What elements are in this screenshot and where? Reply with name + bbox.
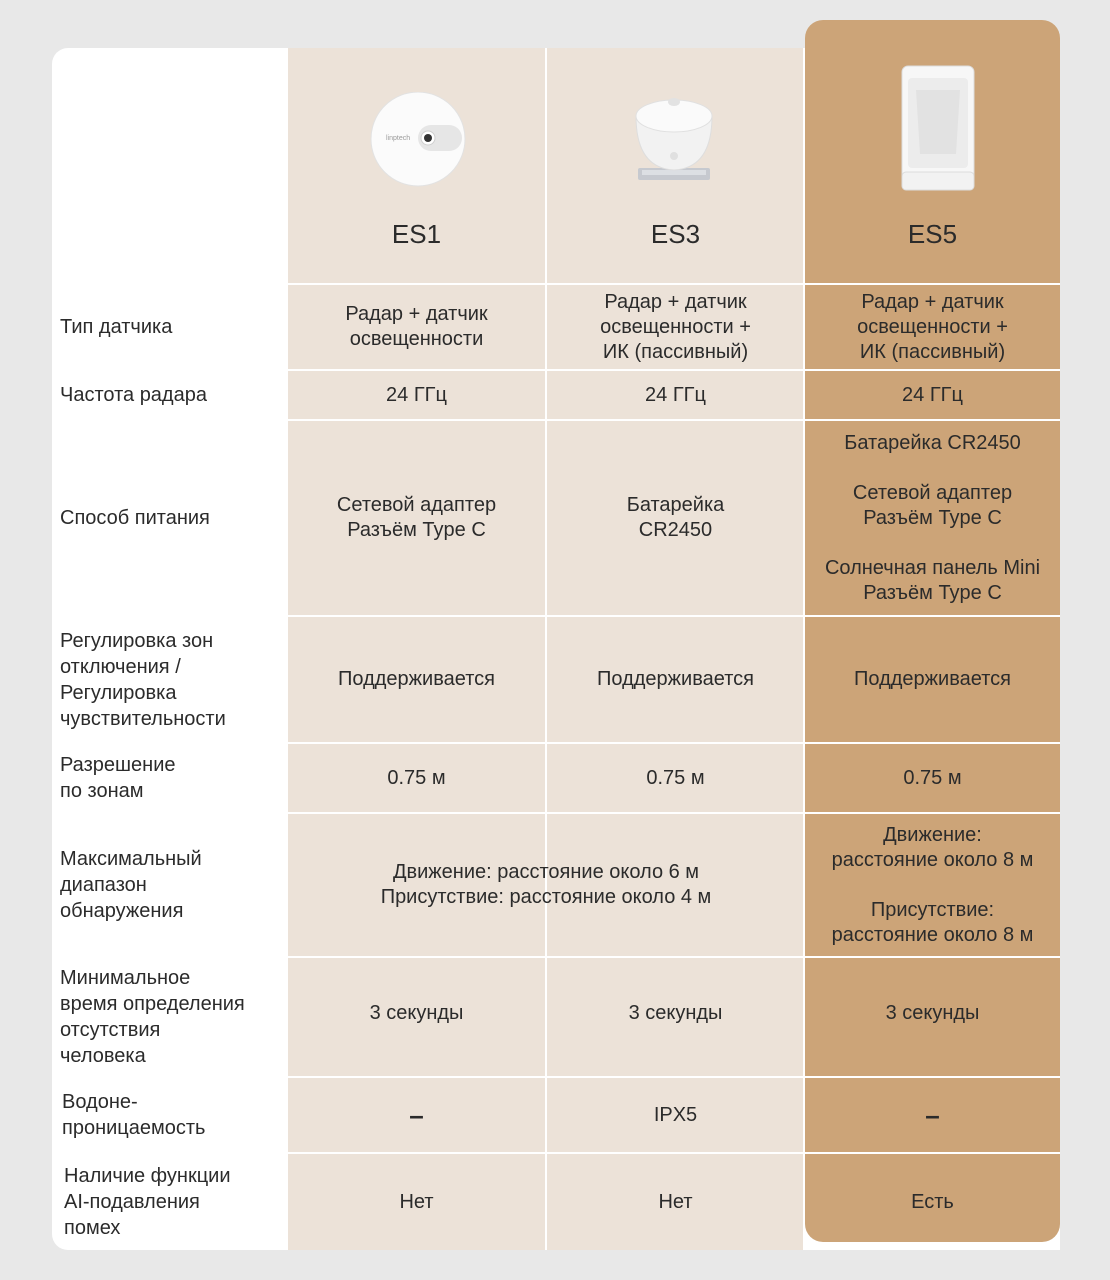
cell-es5-power: Батарейка CR2450 Сетевой адаптер Разъём Type C Солнечная панель Mini Разъём Type C: [824, 431, 1041, 604]
row-label-absence-time: Минимальное время определения отсутствия человека: [60, 967, 245, 1067]
pir-radar-sensor-image: [898, 64, 978, 194]
cell-es1-es3-range: Движение: расстояние около 6 м Присутствие: расстояние около 4 м: [380, 861, 712, 908]
cell-es1-sensor-type: Радар + датчик освещенности: [345, 303, 488, 350]
cell-es3-waterproof: IPX5: [653, 1103, 698, 1126]
row-label-radar-frequency: Частота радара: [60, 384, 207, 406]
cell-es5-resolution: 0.75 м: [903, 766, 962, 789]
row-label-zones: Регулировка зон отключения / Регулировка чувствительности: [60, 629, 226, 730]
cell-es5-radar-frequency: 24 ГГц: [902, 383, 963, 406]
row-label-range: Максимальный диапазон обнаружения: [60, 848, 202, 922]
row-label-ai-suppression: Наличие функции AI-подавления помех: [64, 1165, 231, 1239]
cell-es1-ai-suppression: Нет: [399, 1190, 434, 1213]
row-label-resolution: Разрешение по зонам: [60, 754, 176, 802]
model-name-es3: ES3: [650, 218, 701, 249]
row-label-sensor-type: Тип датчика: [60, 316, 173, 338]
cell-es3-absence-time: 3 секунды: [628, 1001, 723, 1024]
cell-es3-power: Батарейка CR2450: [626, 494, 725, 541]
cell-es1-zones: Поддерживается: [338, 668, 495, 690]
cell-es5-absence-time: 3 секунды: [885, 1001, 980, 1024]
cell-es1-power: Сетевой адаптер Разъём Type C: [336, 494, 497, 541]
cell-es3-ai-suppression: Нет: [658, 1190, 693, 1213]
round-radar-sensor-image: [368, 92, 468, 188]
cell-es5-sensor-type: Радар + датчик освещенности + ИК (пассивный): [857, 290, 1008, 363]
dome-radar-sensor-image: [624, 86, 724, 190]
model-name-es1: ES1: [391, 218, 442, 249]
brand-logo-text: linptech: [386, 135, 411, 142]
cell-es5-waterproof: –: [925, 1099, 940, 1130]
row-label-waterproof: Водоне- проницаемость: [62, 1091, 206, 1139]
cell-es3-sensor-type: Радар + датчик освещенности + ИК (пассивный): [600, 290, 751, 363]
cell-es3-radar-frequency: 24 ГГц: [645, 383, 706, 406]
cell-es3-resolution: 0.75 м: [646, 766, 705, 789]
cell-es1-absence-time: 3 секунды: [369, 1001, 464, 1024]
cell-es1-radar-frequency: 24 ГГц: [386, 383, 447, 406]
cell-es5-range: Движение: расстояние около 8 м Присутствие: расстояние около 8 м: [831, 823, 1034, 946]
cell-es3-zones: Поддерживается: [597, 668, 754, 690]
cell-es5-zones: Поддерживается: [854, 668, 1011, 690]
cell-es1-waterproof: –: [409, 1099, 424, 1130]
cell-es5-ai-suppression: Есть: [911, 1190, 954, 1213]
cell-es1-resolution: 0.75 м: [387, 766, 446, 789]
model-name-es5: ES5: [907, 218, 958, 249]
row-label-power: Способ питания: [60, 507, 210, 529]
